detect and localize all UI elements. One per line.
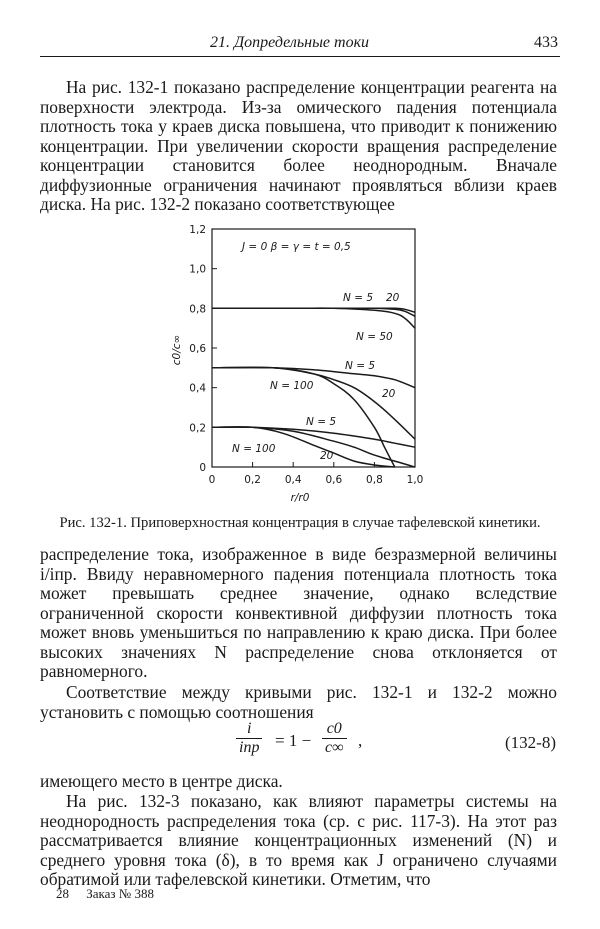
y-axis-ticks	[189, 224, 217, 474]
x-tick-label: 1,0	[406, 474, 424, 486]
label-n5-mid: N = 5	[345, 360, 376, 372]
running-header	[40, 34, 560, 57]
x-tick-label: 0	[208, 474, 216, 486]
y-tick-label: 0,4	[189, 382, 206, 395]
equation-132-8	[40, 718, 560, 768]
annotation-params: J = 0 β = γ = t = 0,5	[242, 241, 351, 253]
y-tick-label: 1,0	[189, 263, 206, 276]
label-n20-top: 20	[386, 292, 400, 304]
x-tick-label: 0,2	[244, 474, 261, 486]
curve-series-1	[212, 308, 415, 316]
paragraph-4: имеющего место в центре диска.	[40, 771, 283, 791]
rhs-denominator: c∞	[325, 739, 344, 756]
concentration-chart	[160, 215, 424, 505]
x-axis-ticks	[209, 462, 424, 486]
label-n50-top: N = 50	[356, 331, 393, 343]
y-tick-label: 0,8	[189, 303, 206, 316]
paragraph-1: На рис. 132-1 показано распределение концентрации реагента на поверхности электрода. Из-за омического падения потенциала плотность тока у краев диска повышена, что приводит к понижению концентрации. При увеличении скорости вращения распределение концентрации становится более неоднородным. Вначале диффузионные ограничения начинают проявляться вблизи краев диска. На рис. 132-2 показано соответствующее	[40, 77, 557, 214]
y-tick-label: 0	[199, 462, 206, 474]
y-tick-label: 0,6	[189, 343, 206, 355]
signature-mark: 28	[56, 886, 69, 901]
label-n5-top: N = 5	[343, 292, 374, 304]
y-tick-label: 0,2	[189, 422, 206, 435]
paragraph-5: На рис. 132-3 показано, как влияют параметры системы на неоднородность распределения тока (ср. с рис. 117-3). На этот раз рассматривается влияние концентрационных изменений (N) и среднего уровня тока (δ), в то время как J ограничено случаями обратимой или тафелевской кинетики. Отметим, что	[40, 791, 557, 889]
y-axis-label: c0/c∞	[171, 334, 183, 366]
rhs-numerator: c0	[326, 720, 342, 737]
x-axis-label: r/r0	[290, 492, 310, 504]
rhs-fraction	[322, 720, 347, 757]
x-tick-label: 0,6	[325, 474, 343, 486]
equation-end: ,	[358, 731, 363, 750]
curve-series-3	[212, 368, 415, 388]
paragraph-3: Соответствие между кривыми рис. 132-1 и 132-2 можно установить с помощью соотношения	[40, 682, 557, 722]
y-tick-label: 1,2	[189, 224, 206, 236]
x-tick-label: 0,4	[284, 474, 302, 486]
label-n5-low: N = 5	[306, 416, 337, 428]
curve-series-2	[212, 308, 415, 328]
figure-caption: Рис. 132-1. Приповерхностная концентрация в случае тафелевской кинетики.	[59, 515, 541, 531]
equation-middle: = 1 −	[275, 731, 312, 750]
figure-132-1	[160, 215, 424, 505]
label-n100-low: N = 100	[232, 443, 276, 455]
lhs-fraction	[236, 720, 262, 757]
label-n100-mid: N = 100	[270, 380, 314, 392]
label-n20-mid: 20	[382, 388, 396, 400]
x-tick-label: 0,8	[366, 474, 383, 486]
order-number: Заказ № 388	[86, 886, 154, 901]
printer-footer	[56, 886, 154, 902]
label-n20-low: 20	[320, 450, 334, 462]
lhs-numerator: i	[247, 720, 252, 737]
paragraph-2: распределение тока, изображенное в виде безразмерной величины i/iпр. Ввиду неравномерного падения потенциала плотность тока может превышать среднее значение, однако вследствие ограниченной скорости конвективной диффузии плотность тока может вновь уменьшиться по направлению к краю диска. При более высоких значениях N распределение снова отклоняется от равномерного.	[40, 544, 557, 681]
equation-number: (132-8)	[505, 733, 556, 752]
header-title: 21. Допредельные токи	[210, 34, 370, 51]
page-number: 433	[534, 34, 558, 51]
lhs-denominator: iпр	[239, 739, 260, 756]
